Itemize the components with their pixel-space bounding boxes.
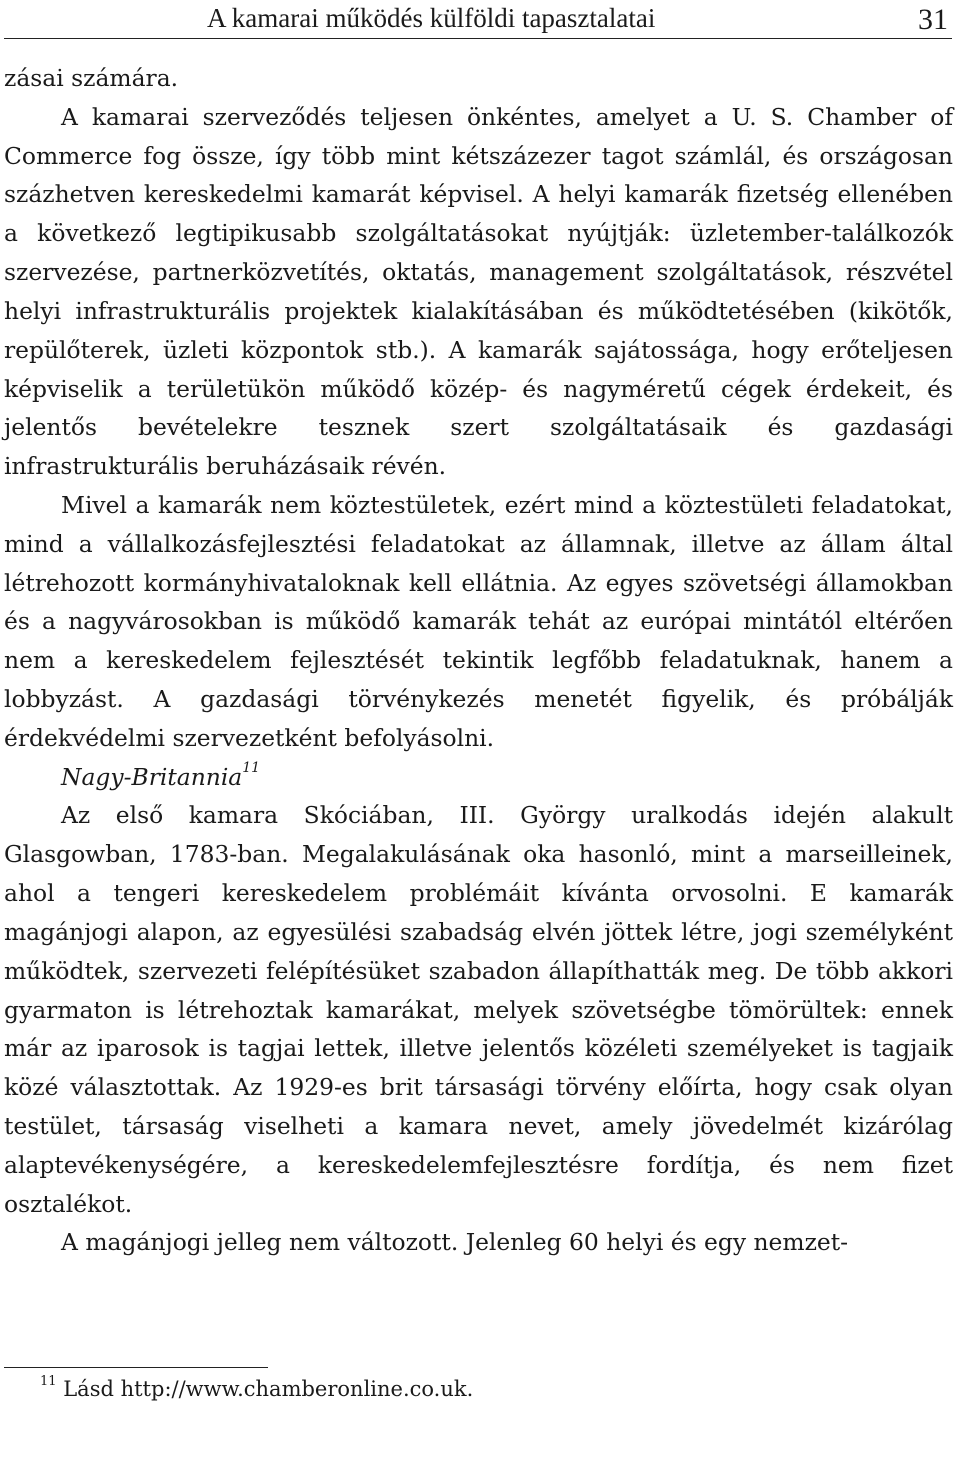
footnote-reference: 11 bbox=[242, 759, 261, 776]
paragraph-continuation: zásai számára. bbox=[4, 64, 179, 92]
running-title: A kamarai működés külföldi tapasztalatai bbox=[207, 3, 656, 33]
paragraph: A kamarai szerveződés teljesen önkéntes, amelyet a U. S. Chamber of Commerce fog össze, így több mint kétszázezer tagot számlál, és országosan százhetven kereskedelmi kamarát képvisel. A helyi kamarák fizetség ellenében a következő legtipikusabb szolgáltatásokat nyújtják: üzletember-találkozók szervezése, partnerközvetítés, oktatás, management szolgáltatások, részvétel helyi infrastrukturális projektek kialakításában és működtetésében (kikötők, repülőterek, üzleti központok stb.). A kamarák sajátossága, hogy erőteljesen képviselik a területükön működő közép- és nagyméretű cégek érdekeit, és jelentős bevételekre tesznek szert szolgáltatásaik és gazdasági infrastrukturális beruházásaik révén. bbox=[4, 102, 953, 481]
page-number: 31 bbox=[918, 3, 948, 36]
footnote-number: 11 bbox=[40, 1374, 57, 1389]
paragraph: Az első kamara Skóciában, III. György uralkodás idején alakult Glasgowban, 1783-ban. Megalakulásának oka hasonló, mint a marseilleinek, ahol a tengeri kereskedelem problémáit kívánta orvosolni. E kamarák magánjogi alapon, az egyesülési szabadság elvén jöttek létre, jogi személyként működtek, szervezeti felépítésüket szabadon állapíthatták meg. De több akkori gyarmaton is létrehoztak kamarákat, melyek szövetségbe tömörültek: ennek már az iparosok is tagjai lettek, illetve jelentős közéleti személyeket is tagjaik közé választottak. Az 1929-es brit társasági törvény előírta, hogy csak olyan testület, társaság viselheti a kamara nevet, amely jövedelmét kizárólag alaptevékenységére, a kereskedelemfejlesztésre fordítja, és nem fizet osztalékot. bbox=[4, 801, 953, 1218]
running-header bbox=[4, 0, 952, 39]
paragraph: Mivel a kamarák nem köztestületek, ezért mind a köztestületi feladatokat, mind a vállalkozásfejlesztési feladatokat az államnak, illetve az állam által létrehozott kormányhivataloknak kell ellátnia. Az egyes szövetségi államokban és a nagyvárosokban is működő kamarák tehát az európai mintától eltérően nem a kereskedelem fejlesztését tekintik legfőbb feladatuknak, hanem a lobbyzást. A gazdasági törvénykezés menetét figyelik, és próbálják érdekvédelmi szervezetként befolyásolni. bbox=[4, 490, 953, 752]
footnote-text: Lásd http://www.chamberonline.co.uk. bbox=[63, 1377, 474, 1401]
footnote-divider bbox=[4, 1367, 268, 1368]
paragraph: A magánjogi jelleg nem változott. Jelenleg 60 helyi és egy nemzet- bbox=[61, 1228, 849, 1257]
footnote bbox=[40, 1376, 473, 1402]
subheading-text: Nagy-Britannia bbox=[61, 762, 243, 791]
section-subheading bbox=[4, 758, 953, 797]
body-text bbox=[4, 59, 953, 1262]
